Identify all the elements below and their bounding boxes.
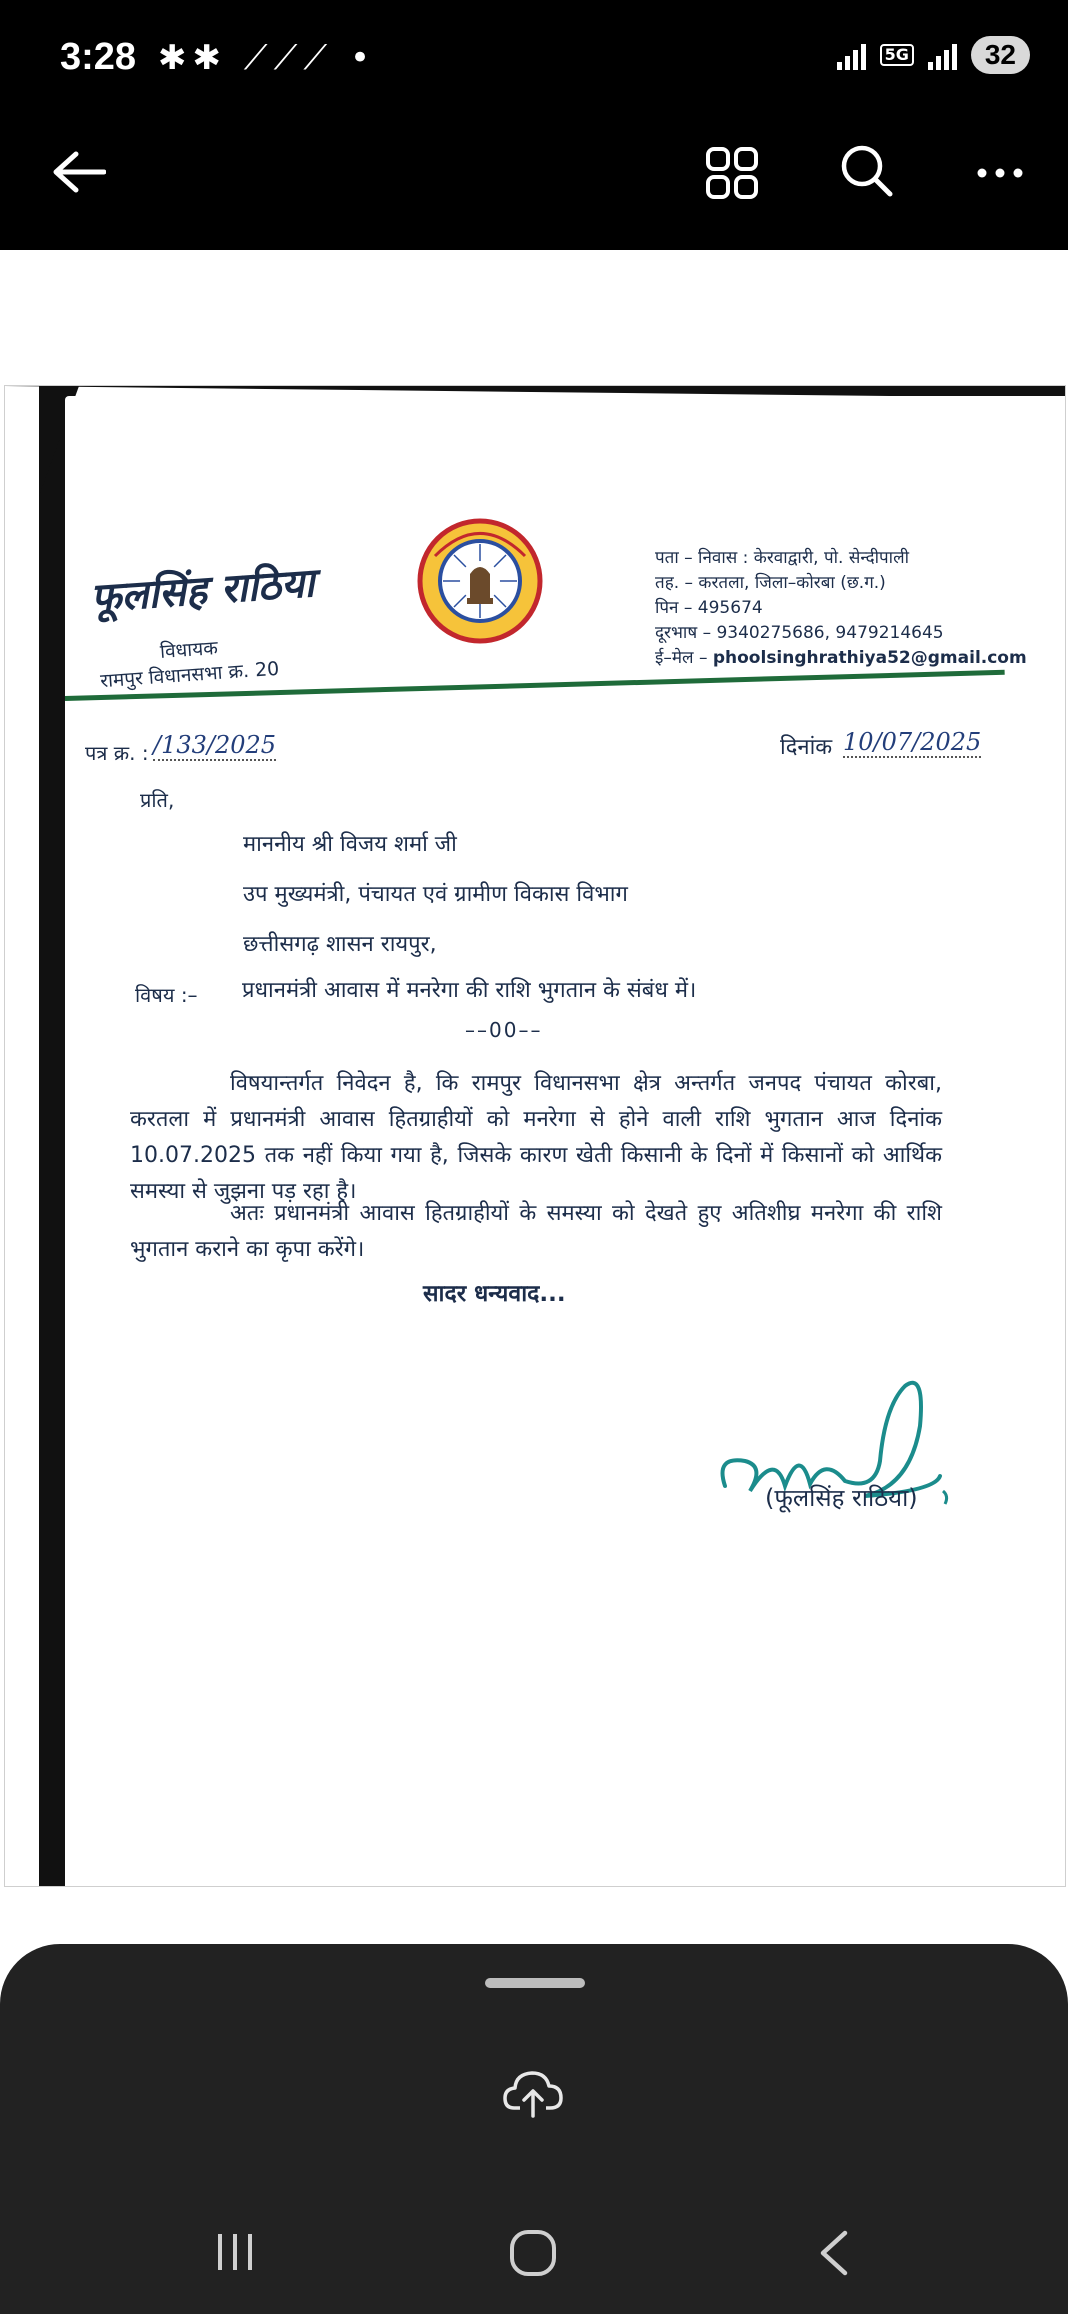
sheet-handle[interactable] <box>485 1978 585 1988</box>
date-label: दिनांक <box>780 735 833 760</box>
signal-icon <box>837 40 866 70</box>
grid-view-icon[interactable] <box>705 146 759 200</box>
contact-email-row <box>655 646 1027 671</box>
date-value: 10/07/2025 <box>843 728 982 756</box>
letterhead-constituency: रामपुर विधानसभा क्र. 20 <box>99 657 280 693</box>
ref-number: /133/2025 <box>153 731 277 759</box>
letterhead-title: विधायक <box>159 637 219 663</box>
top-bar <box>0 0 1068 250</box>
paragraph-2 <box>130 1196 942 1268</box>
separator: ––00–– <box>465 1018 543 1042</box>
battery-indicator: 32 <box>971 36 1030 74</box>
status-time: 3:28 <box>60 36 137 78</box>
subject-text: प्रधानमंत्री आवास में मनरेगा की राशि भुगतान के संबंध में। <box>242 978 697 1003</box>
paragraph-1-text: विषयान्तर्गत निवेदन है, कि रामपुर विधानसभा क्षेत्र अन्तर्गत जनपद पंचायत कोरबा, करतला में प्रधानमंत्री आवास हितग्राहीयों को मनरेगा से होने वाली राशि भुगतान आज दिनांक 10.07.2025 तक नहीं किया गया है, जिसके कारण खेती किसानी के दिनों में किसानों को आर्थिक समस्या से जुझना पड़ रहा है। <box>130 1071 942 1204</box>
letterhead-name: फूलसिंह राठिया <box>88 559 316 622</box>
letterhead <box>65 396 1065 726</box>
recent-apps-icon[interactable] <box>210 2232 260 2272</box>
contact-address: पता – निवास : केरवाद्वारी, पो. सेन्दीपाली <box>655 548 910 568</box>
arrow-left-icon[interactable] <box>52 150 106 194</box>
search-icon[interactable] <box>838 142 894 198</box>
paragraph-2-text: अतः प्रधानमंत्री आवास हितग्राहीयों के समस्या को देखते हुए अतिशीघ्र मनरेगा की राशि भुगतान कराने का कृपा करेंगे। <box>130 1201 942 1262</box>
contact-tehsil: तह. – करतला, जिला–कोरबा (छ.ग.) <box>655 573 886 593</box>
document-image[interactable] <box>4 385 1066 1887</box>
ref-label: पत्र क्र. : <box>85 741 149 765</box>
closing-text: सादर धन्यवाद... <box>423 1281 566 1307</box>
status-right-group <box>837 36 1030 74</box>
recipient-line-1: माननीय श्री विजय शर्मा जी <box>243 832 457 857</box>
home-icon[interactable] <box>508 2228 558 2278</box>
letterhead-contact <box>655 546 1027 671</box>
subject-label: विषय :– <box>135 983 198 1007</box>
assembly-emblem-icon <box>415 516 545 646</box>
contact-email: phoolsinghrathiya52@gmail.com <box>712 648 1027 668</box>
to-label: प्रति, <box>140 788 175 812</box>
more-horizontal-icon[interactable] <box>975 153 1025 193</box>
recipient-line-3: छत्तीसगढ़ शासन रायपुर, <box>243 932 437 957</box>
bottom-sheet <box>0 1944 1068 2314</box>
contact-phone: दूरभाष – 9340275686, 9479214645 <box>655 623 944 643</box>
cloud-upload-icon[interactable] <box>502 2068 564 2120</box>
contact-pin: पिन – 495674 <box>655 598 763 618</box>
recipient-line-2: उप मुख्यमंत्री, पंचायत एवं ग्रामीण विकास विभाग <box>243 882 628 907</box>
letter-paper <box>65 396 1065 1886</box>
signatory-name: (फूलसिंह राठिया) <box>765 1484 918 1512</box>
notification-icons: ✱✱ ⟋⟋⟋ • <box>158 38 377 78</box>
signal-icon-2 <box>928 40 957 70</box>
nav-back-icon[interactable] <box>815 2229 851 2277</box>
paragraph-1 <box>130 1066 942 1210</box>
network-badge: 5G <box>880 44 914 66</box>
contact-email-label: ई–मेल – <box>655 648 708 668</box>
